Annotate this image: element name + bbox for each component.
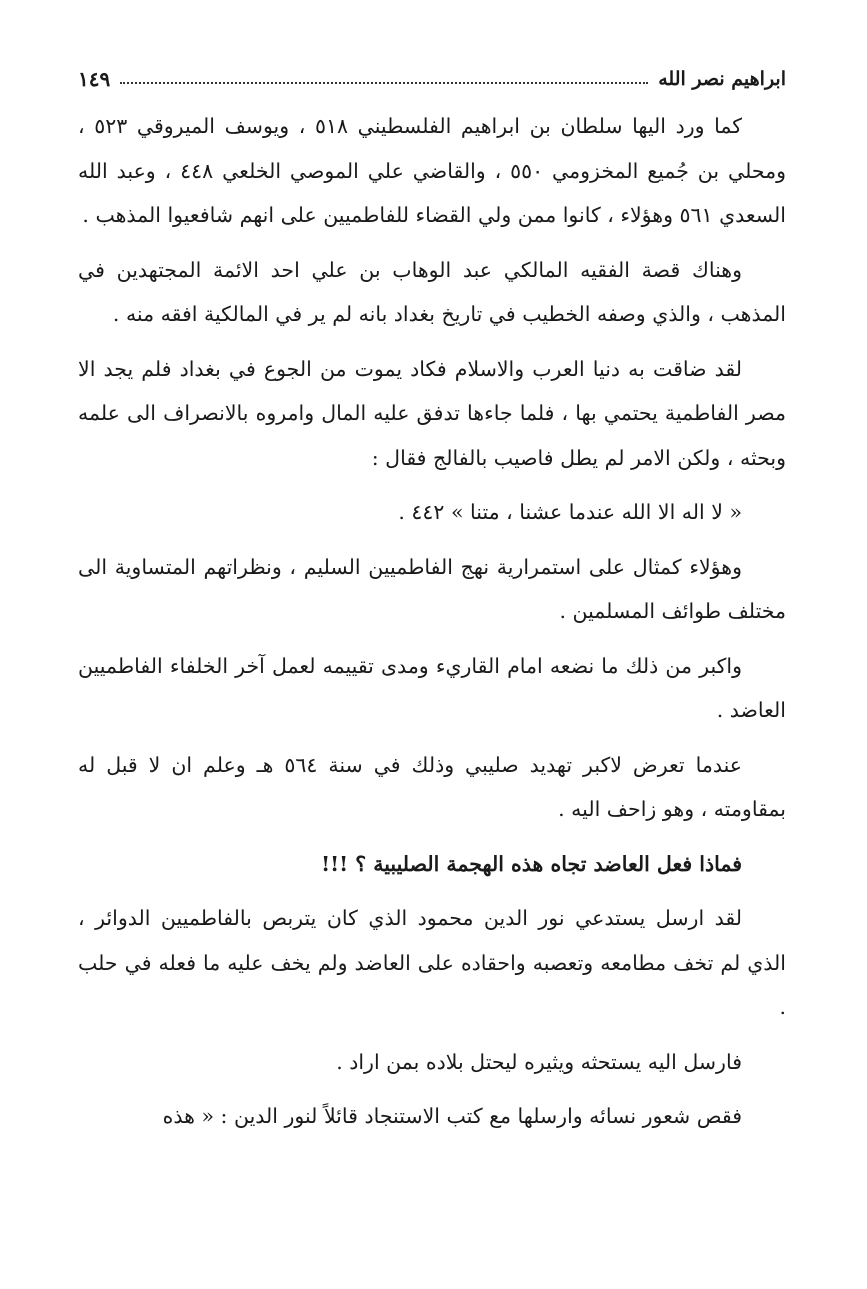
paragraph-3: لقد ضاقت به دنيا العرب والاسلام فكاد يموت من الجوع في بغداد فلم يجد الا مصر الفاطمية يحتمي بها ، فلما جاءها تدفق عليه المال وامروه بالانصراف الى علمه وبحثه ، ولكن الامر لم يطل فاصيب بالفالج فقال : — [78, 356, 786, 470]
page-header — [78, 64, 786, 94]
paragraph-5: وهؤلاء كمثال على استمرارية نهج الفاطميين السليم ، ونظراتهم المتساوية الى مختلف طوائف المسلمين . — [78, 554, 786, 623]
running-title: ابراهيم نصر الله — [658, 68, 786, 90]
paragraph-2: وهناك قصة الفقيه المالكي عبد الوهاب بن علي احد الائمة المجتهدين في المذهب ، والذي وصفه الخطيب في تاريخ بغداد بانه لم ير في المالكية افقه منه . — [78, 257, 786, 326]
page-body — [78, 104, 786, 1149]
paragraph-1: كما ورد اليها سلطان بن ابراهيم الفلسطيني ٥١٨ ، ويوسف الميروقي ٥٢٣ ، ومحلي بن جُميع المخزومي ٥٥٠ ، والقاضي علي الموصي الخلعي ٤٤٨ ، وعبد الله السعدي ٥٦١ وهؤلاء ، كانوا ممن ولي القضاء للفاطميين على انهم شافعيوا المذهب . — [78, 114, 786, 227]
dotted-leader — [120, 82, 648, 84]
paragraph-11: فقص شعور نسائه وارسلها مع كتب الاستنجاد قائلاً لنور الدين : « هذه — [162, 1104, 742, 1128]
paragraph-10: فارسل اليه يستحثه ويثيره ليحتل بلاده بمن اراد . — [336, 1049, 742, 1074]
quote-line: « لا اله الا الله عندما عشنا ، متنا » ٤٤٢ . — [398, 500, 742, 524]
paragraph-7: عندما تعرض لاكبر تهديد صليبي وذلك في سنة ٥٦٤ هـ وعلم ان لا قبل له بمقاومته ، وهو زاحف اليه . — [78, 752, 786, 821]
paragraph-9: لقد ارسل يستدعي نور الدين محمود الذي كان يتربص بالفاطميين الدوائر ، الذي لم تخف مطامعه وتعصبه واحقاده على العاضد ولم يخف عليه ما فعله في حلب . — [78, 906, 786, 1019]
page-number: ١٤٩ — [78, 67, 111, 91]
question-line: فماذا فعل العاضد تجاه هذه الهجمة الصليبية ؟ !!! — [321, 851, 742, 876]
paragraph-6: واكبر من ذلك ما نضعه امام القاريء ومدى تقييمه لعمل آخر الخلفاء الفاطميين العاضد . — [78, 653, 786, 722]
